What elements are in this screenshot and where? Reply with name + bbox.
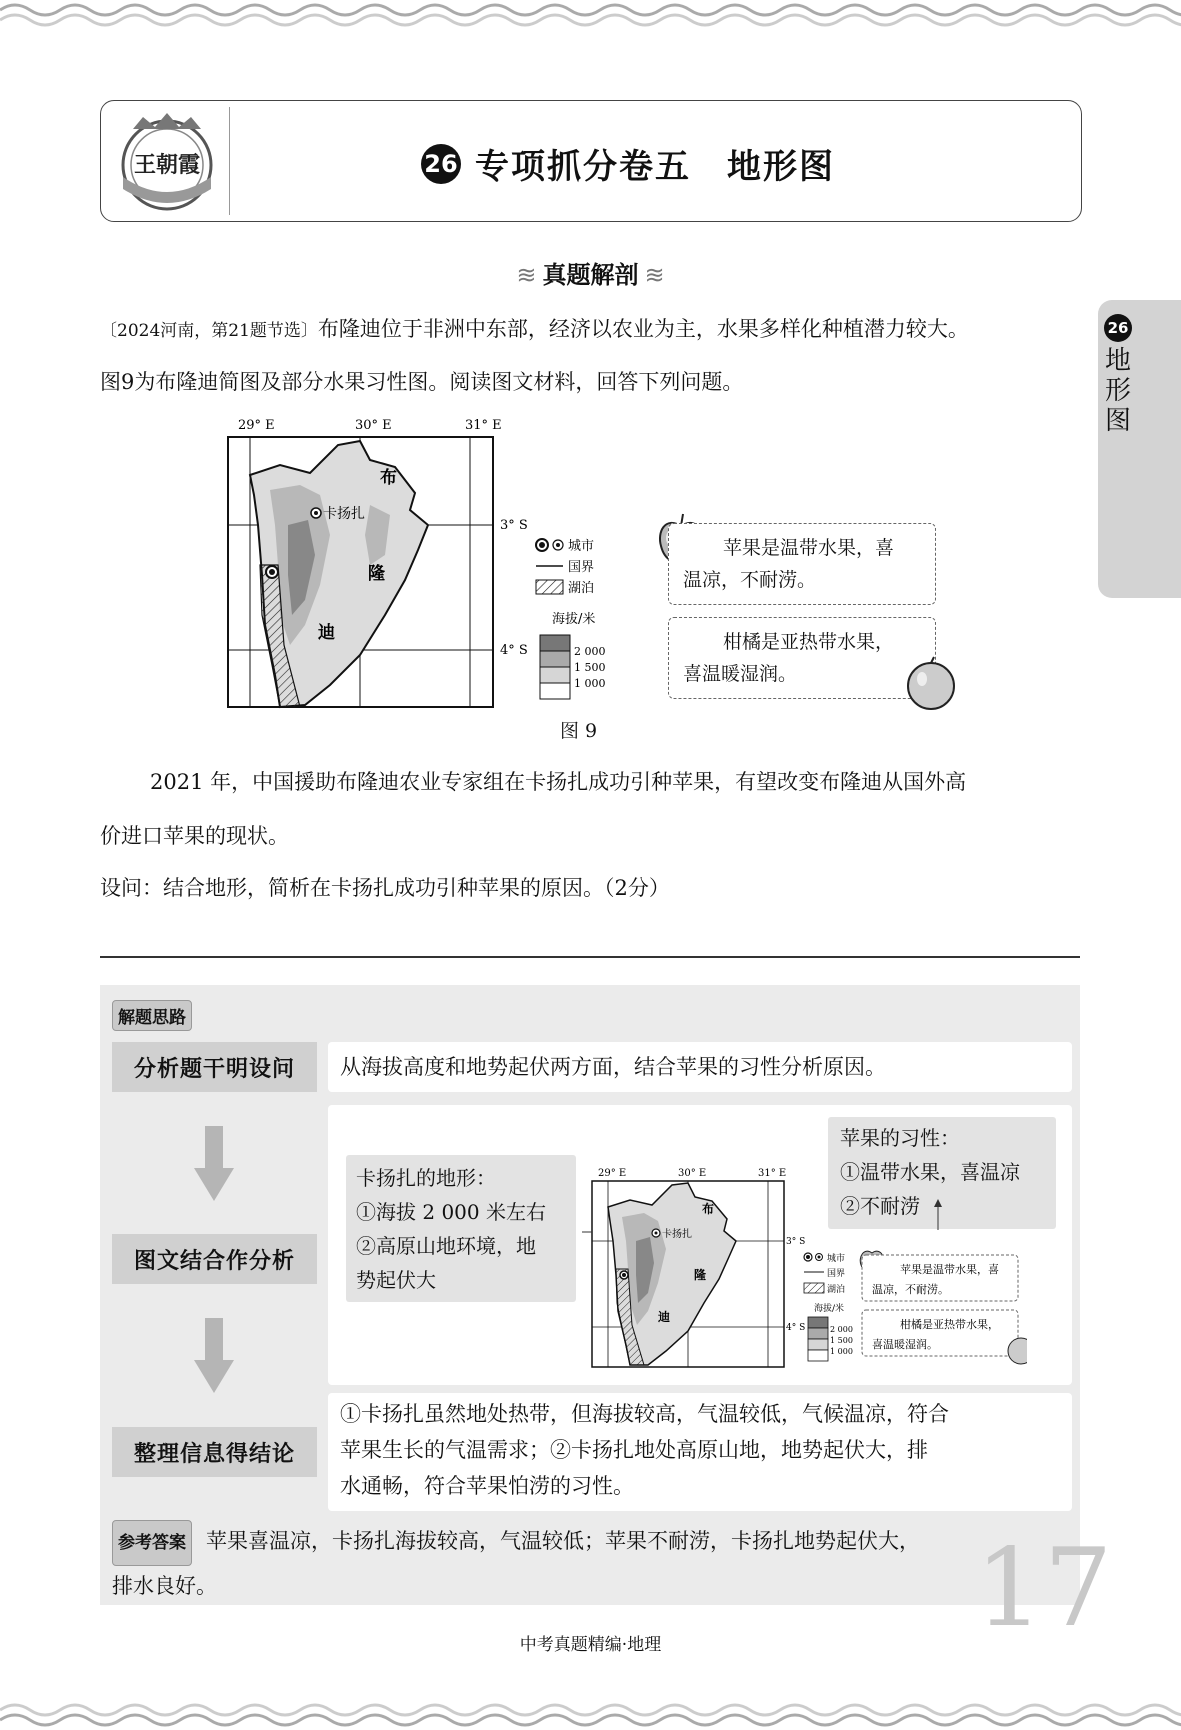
- top-wave-border: [0, 0, 1181, 32]
- legend-border: 国界: [568, 560, 595, 575]
- chapter-title-text: 专项抓分卷五 地形图: [475, 147, 835, 187]
- mini-city-label: 卡扬扎: [662, 1229, 692, 1240]
- mini-orange-line-1: 柑橘是亚热带水果，: [900, 1318, 999, 1331]
- mini-map-figure: [582, 1165, 1027, 1370]
- section-title-text: 真题解剖: [542, 261, 639, 289]
- lon-label-31: 31° E: [465, 418, 502, 433]
- step3-text: [328, 1393, 1072, 1507]
- answer-line-2: 排水良好。: [112, 1574, 217, 1598]
- mini-legend-1000: 1 000: [830, 1347, 853, 1356]
- lat-label-3s: 3° S: [500, 518, 528, 533]
- analysis-tag: 解题思路: [112, 1000, 192, 1031]
- question-line-1: [100, 314, 969, 346]
- question-source: 〔2024河南，第21题节选〕: [100, 321, 318, 341]
- side-tab-text: 地形图: [1104, 346, 1131, 436]
- apple-habit-title: 苹果的习性：: [840, 1126, 960, 1150]
- mini-lat-4s: 4° S: [786, 1323, 806, 1333]
- city-label-kayanza: 卡扬扎: [323, 506, 365, 522]
- terrain-point-2b: 势起伏大: [356, 1268, 436, 1292]
- apple-note-line-2: 温凉，不耐涝。: [683, 569, 817, 591]
- mini-apple-line-2: 温凉，不耐涝。: [872, 1283, 949, 1296]
- down-arrow-2-icon: [194, 1318, 234, 1393]
- para2-line-1: 2021 年，中国援助布隆迪农业专家组在卡扬扎成功引种苹果，有望改变布隆迪从国外高: [150, 770, 967, 794]
- mini-lon-29: 29° E: [598, 1168, 627, 1179]
- logo-separator: [229, 107, 230, 215]
- mini-apple-line-1: 苹果是温带水果，喜: [900, 1263, 999, 1276]
- legend-city: 城市: [568, 539, 595, 554]
- publisher-logo: [113, 107, 221, 215]
- side-chapter-tab: [1098, 300, 1181, 598]
- apple-habit-2: ②不耐涝: [840, 1194, 920, 1218]
- figure-caption: 图 9: [560, 720, 598, 742]
- mini-legend-1500: 1 500: [830, 1336, 853, 1345]
- mini-lat-3s: 3° S: [786, 1237, 806, 1247]
- orange-icon: [904, 655, 958, 711]
- page-number: 17: [975, 1526, 1113, 1651]
- mini-legend-elev-title: 海拔/米: [814, 1304, 845, 1314]
- burundi-map-figure: [220, 415, 610, 715]
- answer-line-1: 苹果喜温凉，卡扬扎海拔较高，气温较低；苹果不耐涝，卡扬扎地势起伏大，: [206, 1529, 920, 1553]
- section-title: [0, 255, 1181, 290]
- step1-text: 从海拔高度和地势起伏两方面，结合苹果的习性分析原因。: [340, 1055, 886, 1079]
- deco-left: ≋: [516, 261, 537, 289]
- step2-label: 图文结合作分析: [112, 1234, 317, 1284]
- mini-legend-city: 城市: [827, 1254, 846, 1264]
- terrain-title: 卡扬扎的地形：: [356, 1166, 496, 1190]
- country-char-3: 迪: [318, 623, 335, 643]
- terrain-note: [346, 1155, 576, 1302]
- step3-line-1: ①卡扬扎虽然地处热带，但海拔较高，气温较低，气候温凉，符合: [340, 1402, 949, 1426]
- mini-country-char-3: 迪: [658, 1310, 671, 1324]
- legend-elev-title: 海拔/米: [552, 612, 596, 627]
- lon-label-29: 29° E: [238, 418, 275, 433]
- para2-line-2: 价进口苹果的现状。: [100, 824, 289, 848]
- step3-line-3: 水通畅，符合苹果怕涝的习性。: [340, 1474, 634, 1498]
- section-divider: [100, 956, 1080, 958]
- down-arrow-1-icon: [194, 1126, 234, 1201]
- mini-country-char-2: 隆: [694, 1268, 707, 1282]
- mini-lon-30: 30° E: [678, 1168, 707, 1179]
- side-tab-number: 26: [1104, 314, 1132, 342]
- country-char-2: 隆: [368, 564, 385, 584]
- country-char-1: 布: [380, 468, 397, 488]
- step1-label: 分析题干明设问: [112, 1042, 317, 1092]
- terrain-point-2a: ②高原山地环境，地: [356, 1234, 536, 1258]
- orange-note-line-1: 柑橘是亚热带水果，: [723, 631, 895, 653]
- apple-note-line-1: 苹果是温带水果，喜: [723, 537, 895, 559]
- question-line1-text: 布隆迪位于非洲中东部，经济以农业为主，水果多样化种植潜力较大。: [317, 317, 969, 341]
- chapter-number-badge: 26: [421, 144, 461, 184]
- step3-box: [328, 1393, 1072, 1511]
- answer-tag: 参考答案: [112, 1520, 192, 1566]
- legend-elev-1500: 1 500: [574, 661, 606, 674]
- deco-right: ≋: [644, 261, 665, 289]
- legend-lake: 湖泊: [568, 581, 595, 596]
- chapter-header: [100, 100, 1082, 222]
- logo-text: 王朝霞: [133, 152, 201, 178]
- orange-note-line-2: 喜温暖湿润。: [683, 663, 798, 685]
- mini-legend-2000: 2 000: [830, 1325, 853, 1334]
- step1-box: [328, 1042, 1072, 1092]
- terrain-point-1: ①海拔 2 000 米左右: [356, 1200, 546, 1224]
- legend-elev-2000: 2 000: [574, 645, 606, 658]
- apple-note: [668, 523, 936, 605]
- legend-elev-1000: 1 000: [574, 677, 606, 690]
- question-ask: 设问：结合地形，简析在卡扬扎成功引种苹果的原因。（2分）: [100, 876, 670, 900]
- mini-lon-31: 31° E: [758, 1168, 787, 1179]
- apple-habit-1: ①温带水果，喜温凉: [840, 1160, 1020, 1184]
- bottom-wave-border: [0, 1698, 1181, 1730]
- chapter-title: [421, 139, 835, 188]
- mini-legend-lake: 湖泊: [827, 1285, 846, 1295]
- step3-label: 整理信息得结论: [112, 1427, 317, 1477]
- orange-note: [668, 617, 936, 699]
- lon-label-30: 30° E: [355, 418, 392, 433]
- mini-legend-border: 国界: [827, 1269, 846, 1279]
- step3-line-2: 苹果生长的气温需求；②卡扬扎地处高原山地，地势起伏大，排: [340, 1438, 928, 1462]
- mini-country-char-1: 布: [702, 1202, 715, 1216]
- reference-answer: [112, 1520, 1072, 1606]
- mini-orange-line-2: 喜温暖湿润。: [872, 1338, 938, 1351]
- page-footer: 中考真题精编·地理: [519, 1635, 662, 1655]
- lat-label-4s: 4° S: [500, 643, 528, 658]
- question-line-2: 图9为布隆迪简图及部分水果习性图。阅读图文材料，回答下列问题。: [100, 370, 744, 394]
